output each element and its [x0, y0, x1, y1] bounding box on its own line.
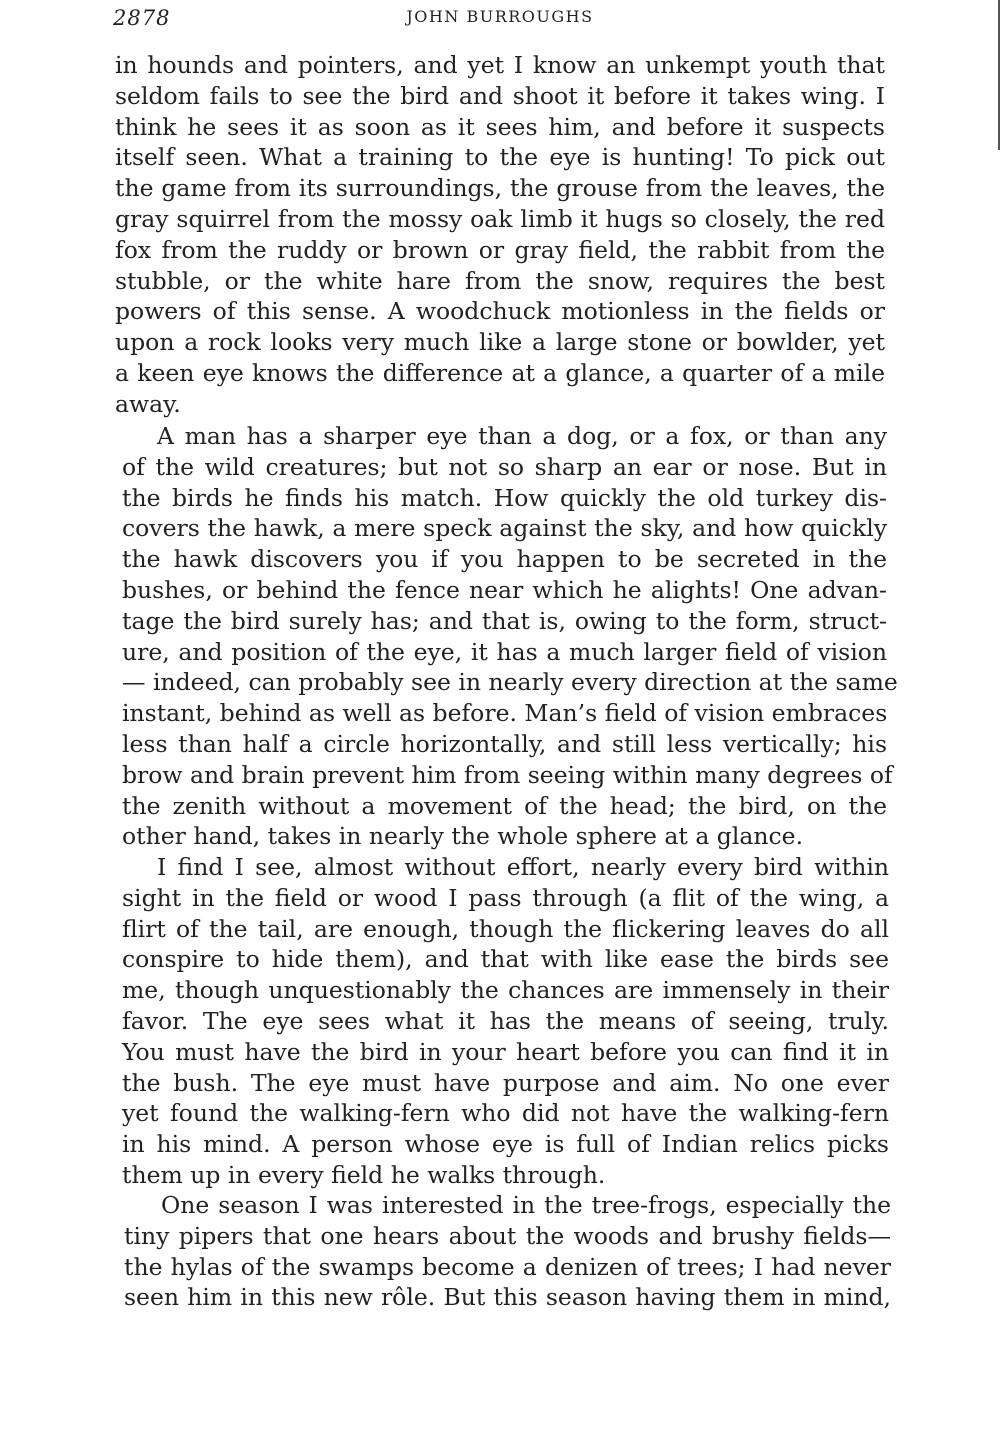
text-line: favor. The eye sees what it has the means of seeing, truly.	[122, 1007, 889, 1035]
text-line: them up in every field he walks through.	[122, 1161, 606, 1189]
text-line: in his mind. A person whose eye is full of Indian relics picks	[122, 1130, 889, 1158]
text-line: the hylas of the swamps become a denizen of trees; I had never	[124, 1253, 891, 1281]
text-line: itself seen. What a training to the eye is hunting! To pick out	[115, 143, 885, 171]
text-line: of the wild creatures; but not so sharp an ear or nose. But in	[122, 453, 887, 481]
text-line: think he sees it as soon as it sees him, and before it suspects	[115, 113, 885, 141]
text-line: A man has a sharper eye than a dog, or a fox, or than any	[157, 422, 887, 450]
text-line: bushes, or behind the fence near which he alights! One advan-	[122, 576, 887, 604]
text-line: brow and brain prevent him from seeing within many degrees of	[122, 761, 893, 789]
text-line: in hounds and pointers, and yet I know an unkempt youth that	[115, 51, 885, 79]
text-line: gray squirrel from the mossy oak limb it hugs so closely, the red	[115, 205, 885, 233]
text-line: the birds he finds his match. How quickly the old turkey dis-	[122, 484, 887, 512]
text-line: less than half a circle horizontally, and still less vertically; his	[122, 730, 887, 758]
running-head: JOHN BURROUGHS	[406, 7, 594, 26]
text-line: upon a rock looks very much like a large stone or bowlder, yet	[115, 328, 885, 356]
text-line: One season I was interested in the tree-frogs, especially the	[161, 1191, 891, 1219]
text-line: powers of this sense. A woodchuck motionless in the fields or	[115, 297, 885, 325]
text-line: stubble, or the white hare from the snow, requires the best	[115, 267, 885, 295]
text-line: tiny pipers that one hears about the woods and brushy fields—	[124, 1222, 891, 1250]
text-line: covers the hawk, a mere speck against the sky, and how quickly	[122, 514, 887, 542]
text-line: the zenith without a movement of the head; the bird, on the	[122, 792, 887, 820]
page-number: 2878	[113, 6, 171, 30]
text-line: tage the bird surely has; and that is, owing to the form, struct-	[122, 607, 887, 635]
text-line: I find I see, almost without effort, nearly every bird within	[157, 853, 889, 881]
text-line: fox from the ruddy or brown or gray field, the rabbit from the	[115, 236, 885, 264]
text-line: — indeed, can probably see in nearly every direction at the same	[122, 668, 898, 696]
text-line: the bush. The eye must have purpose and aim. No one ever	[122, 1069, 889, 1097]
text-line: seen him in this new rôle. But this season having them in mind,	[124, 1283, 891, 1311]
text-line: other hand, takes in nearly the whole sphere at a glance.	[122, 822, 804, 850]
text-line: yet found the walking-fern who did not have the walking-fern	[122, 1099, 889, 1127]
text-line: a keen eye knows the difference at a glance, a quarter of a mile	[115, 359, 885, 387]
text-line: instant, behind as well as before. Man’s field of vision embraces	[122, 699, 888, 727]
text-line: seldom fails to see the bird and shoot it before it takes wing. I	[115, 82, 885, 110]
text-line: the game from its surroundings, the grouse from the leaves, the	[115, 174, 885, 202]
text-line: sight in the field or wood I pass through (a flit of the wing, a	[122, 884, 889, 912]
text-line: the hawk discovers you if you happen to be secreted in the	[122, 545, 887, 573]
text-line: You must have the bird in your heart before you can find it in	[122, 1038, 889, 1066]
text-line: flirt of the tail, are enough, though the flickering leaves do all	[122, 915, 889, 943]
text-line: conspire to hide them), and that with like ease the birds see	[122, 945, 889, 973]
text-line: ure, and position of the eye, it has a much larger field of vision	[122, 638, 887, 666]
text-line: away.	[115, 390, 181, 418]
text-line: me, though unquestionably the chances are immensely in their	[122, 976, 889, 1004]
